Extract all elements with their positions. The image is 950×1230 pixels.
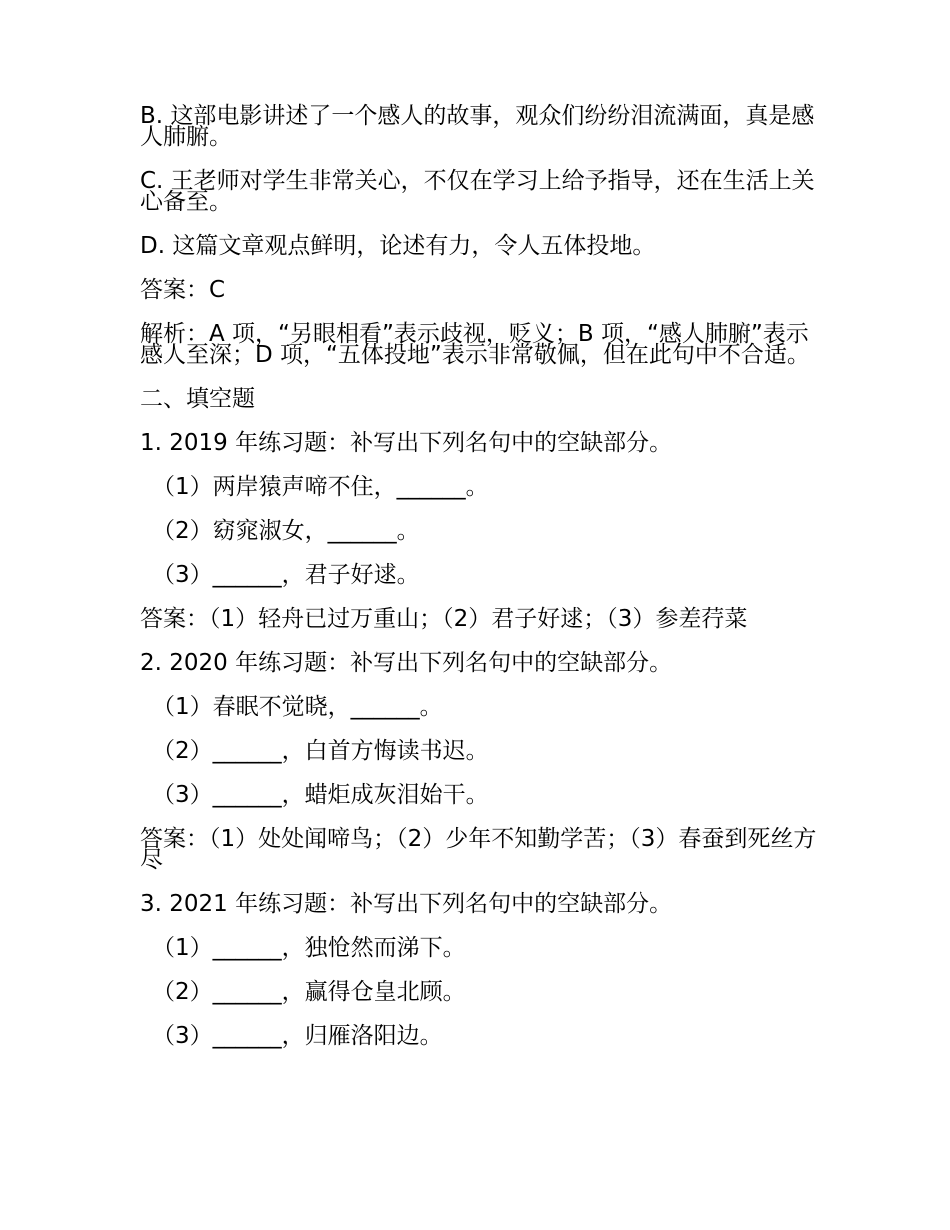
option-d: D. 这篇文章观点鲜明，论述有力，令人五体投地。 bbox=[140, 233, 656, 259]
question-item: （3）______，归雁洛阳边。 bbox=[152, 1023, 443, 1049]
question-answer: 答案：（1）轻舟已过万重山；（2）君子好逑；（3）参差荇菜 bbox=[140, 606, 748, 632]
question-item: （1）______，独怆然而涕下。 bbox=[152, 935, 466, 961]
question-item: （3）______，君子好逑。 bbox=[152, 562, 420, 588]
question-title: 3. 2021 年练习题：补写出下列名句中的空缺部分。 bbox=[140, 891, 673, 917]
question-title: 1. 2019 年练习题：补写出下列名句中的空缺部分。 bbox=[140, 430, 673, 456]
document-page bbox=[140, 103, 820, 1070]
question-answer: 答案：（1）处处闻啼鸟；（2）少年不知勤学苦；（3）春蚕到死丝方尽 bbox=[140, 826, 817, 873]
answer: 答案：C bbox=[140, 277, 226, 303]
question-item: （1）春眠不觉晓，______。 bbox=[152, 694, 443, 720]
section-title: 二、填空题 bbox=[140, 386, 255, 412]
question-item: （3）______，蜡炬成灰泪始干。 bbox=[152, 782, 489, 808]
analysis: 解析：A 项，“另眼相看”表示歧视，贬义；B 项，“感人肺腑”表示感人至深；D 项，“五体投地”表示非常敬佩，但在此句中不合适。 bbox=[140, 321, 810, 368]
question-title: 2. 2020 年练习题：补写出下列名句中的空缺部分。 bbox=[140, 650, 673, 676]
question-item: （1）两岸猿声啼不住，______。 bbox=[152, 474, 489, 500]
question-item: （2）______，白首方悔读书迟。 bbox=[152, 738, 489, 764]
question-item: （2）______，赢得仓皇北顾。 bbox=[152, 979, 466, 1005]
question-item: （2）窈窕淑女，______。 bbox=[152, 518, 420, 544]
option-b: B. 这部电影讲述了一个感人的故事，观众们纷纷泪流满面，真是感人肺腑。 bbox=[140, 103, 815, 150]
option-c: C. 王老师对学生非常关心，不仅在学习上给予指导，还在生活上关心备至。 bbox=[140, 168, 815, 215]
